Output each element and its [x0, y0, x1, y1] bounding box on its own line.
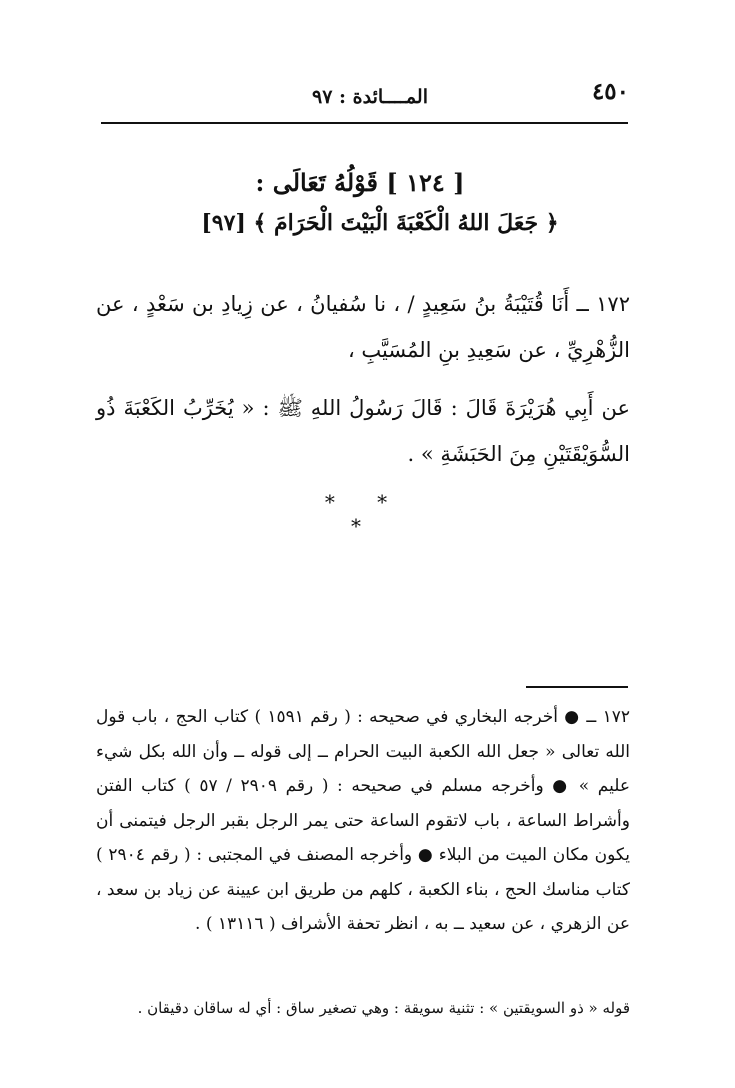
section-separator: * * *: [324, 490, 406, 538]
hadith-isnad-paragraph: ١٧٢ ــ أَنَا قُتَيْبَةُ بنُ سَعِيدٍ / ، نا سُفيانُ ، عن زِيادِ بن سَعْدٍ ، عن الزُّهْرِيِّ ، عن سَعِيدِ بنِ المُسَيَّبِ ،: [96, 292, 630, 362]
running-head: المــــائدة : ٩٧: [312, 86, 428, 108]
footnote-rule: [526, 686, 628, 688]
footnote-gloss: قوله « ذو السويقتين » : تثنية سويقة : وهي تصغير ساق : أي له ساقان دقيقان .: [137, 999, 630, 1017]
footnote-takhrij: ١٧٢ ــ ● أخرجه البخاري في صحيحه : ( رقم ١٥٩١ ) كتاب الحج ، باب قول الله تعالى « جعل الله الكعبة البيت الحرام ــ إلى قوله ــ وأن الله بكل شيء عليم » ● وأخرجه مسلم في صحيحه : ( رقم ٢٩٠٩ / ٥٧ ) كتاب الفتن وأشراط الساعة ، باب لاتقوم الساعة حتى يمر الرجل بقبر الرجل فيتمنى أن يكون مكان الميت من البلاء ● وأخرجه المصنف في المجتبى : ( رقم ٢٩٠٤ ) كتاب مناسك الحج ، بناء الكعبة ، كلهم من طريق ابن عيينة عن زياد بن سعد ، عن الزهري ، عن سعيد ــ به ، انظر تحفة الأشراف ( ١٣١١٦ ) .: [96, 707, 630, 934]
page-number: ٤٥٠: [591, 78, 629, 105]
section-heading: [ ١٢٤ ] قَوْلُهُ تَعَالَى :: [255, 168, 465, 197]
header-rule: [101, 122, 628, 124]
quran-verse: ﴿ جَعَلَ اللهُ الْكَعْبَةَ الْبَيْتَ الْحَرَامَ ﴾ [٩٧]: [201, 210, 559, 236]
hadith-text-paragraph: عن أَبِي هُرَيْرَةَ قَالَ : قَالَ رَسُولُ اللهِ ﷺ : « يُخَرِّبُ الكَعْبَةَ ذُو السُّوَيْقَتَيْنِ مِنَ الحَبَشَةِ » .: [96, 396, 630, 466]
